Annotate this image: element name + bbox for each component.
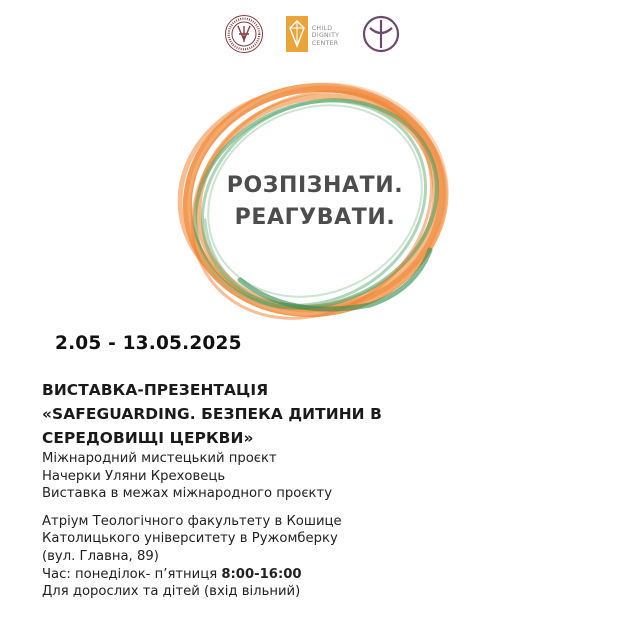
- hours-value: 8:00-16:00: [221, 566, 302, 582]
- venue-details: [42, 513, 602, 601]
- ukrainian-catholic-university-logo: [224, 14, 264, 54]
- exhibition-info: [42, 378, 602, 601]
- description-line-1: Міжнародний мистецький проєкт: [42, 451, 277, 466]
- cdc-line-3: CENTER: [311, 39, 339, 47]
- slogan-line-2: РЕАГУВАТИ.: [234, 205, 396, 230]
- slogan: [185, 170, 445, 234]
- description-line-3: Виставка в межах міжнародного проєкту: [42, 486, 333, 502]
- title-line-1: ВИСТАВКА-ПРЕЗЕНТАЦІЯ: [42, 381, 269, 399]
- cdc-line-1: CHILD: [311, 24, 333, 32]
- exhibition-title: [42, 378, 602, 450]
- slogan-line-1: РОЗПІЗНАТИ.: [226, 173, 404, 198]
- hours-label: Час: понеділок- п’ятниця: [42, 566, 222, 582]
- venue-line-1: Атріум Теологічного факультету в Кошице: [42, 513, 342, 529]
- exhibition-description: [42, 450, 602, 503]
- title-line-2: «SAFEGUARDING. БЕЗПЕКА ДИТИНИ В: [42, 405, 382, 423]
- audience-note: Для дорослих та дітей (вхід вільний): [42, 584, 301, 600]
- venue-line-3: (вул. Главна, 89): [42, 548, 159, 564]
- partner-logos: [0, 12, 625, 56]
- opening-hours: [42, 566, 602, 584]
- event-dates: 2.05 - 13.05.2025: [55, 333, 242, 354]
- title-line-3: СЕРЕДОВИЩІ ЦЕРКВИ»: [42, 429, 254, 447]
- cdc-line-2: DIGNITY: [311, 32, 340, 40]
- description-line-2: Начерки Уляни Креховець: [42, 468, 226, 484]
- child-dignity-center-logo: [286, 16, 340, 52]
- venue-line-2: Католицького університету в Ружомберку: [42, 531, 338, 547]
- circle-emblem-logo: [361, 14, 401, 54]
